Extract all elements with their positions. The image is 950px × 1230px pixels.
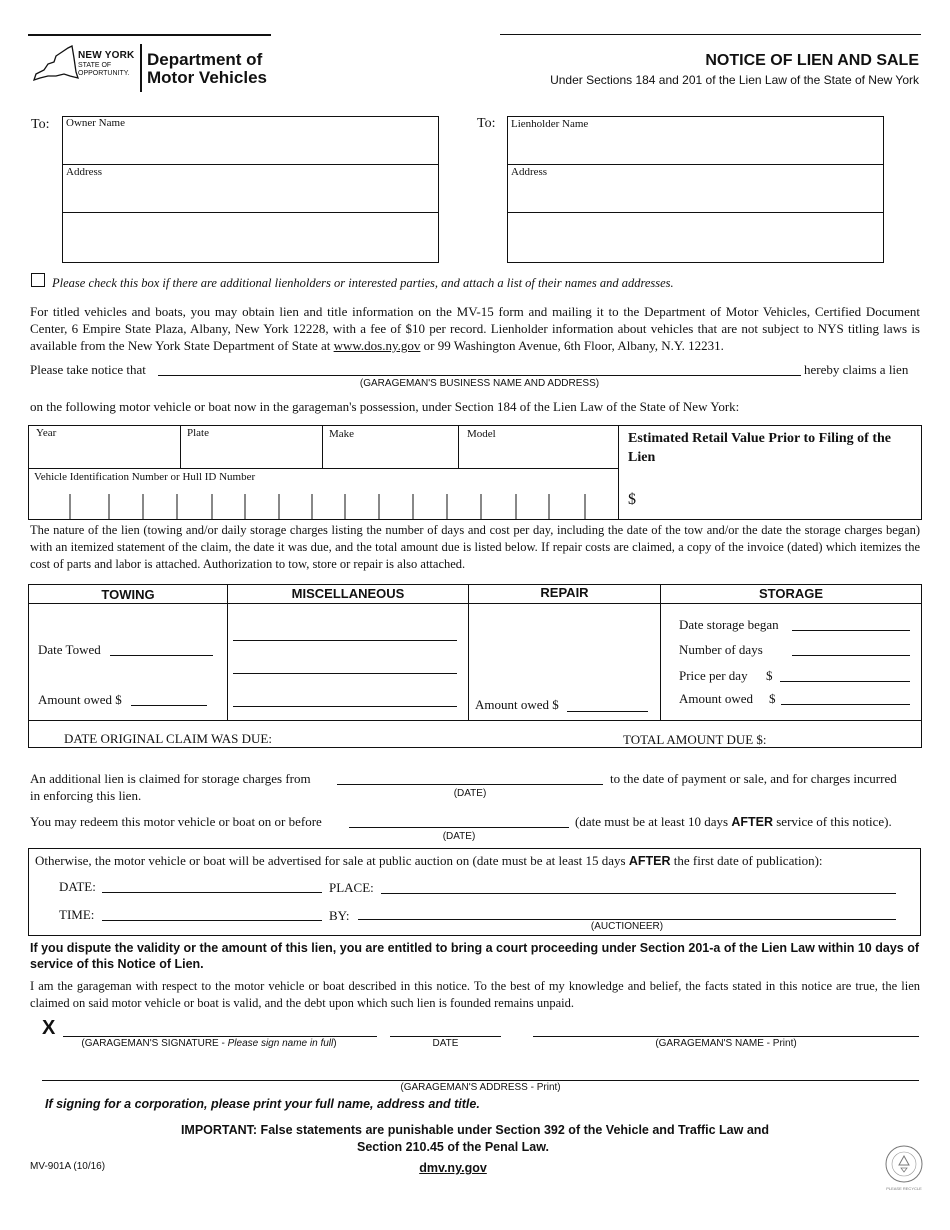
storage-amount-dollar: $ <box>769 691 776 706</box>
lienholder-address-field-2[interactable] <box>513 225 873 249</box>
vehicle-col-div-3 <box>458 426 459 468</box>
notice-following: on the following motor vehicle or boat now in the garageman's possession, under Section 184 of the Lien Law of the State of New York: <box>30 399 740 414</box>
recycle-text: PLEASE RECYCLE <box>886 1186 922 1191</box>
to-left-label: To: <box>31 117 50 132</box>
towing-amount-label: Amount owed $ <box>38 692 122 707</box>
auctioneer-caption: (AUCTIONEER) <box>590 921 664 932</box>
auction-date-field[interactable] <box>102 878 322 893</box>
storage-header: STORAGE <box>758 586 824 601</box>
charges-col-div-2 <box>468 585 469 720</box>
storage-began-label: Date storage began <box>679 617 779 632</box>
info-paragraph <box>30 303 920 354</box>
num-days-label: Number of days <box>679 642 763 657</box>
owner-name-field[interactable] <box>68 136 428 158</box>
lienholder-divider-1 <box>508 164 883 165</box>
redeem-suffix-b: service of this notice). <box>776 814 892 829</box>
owner-address-label: Address <box>66 166 103 178</box>
page-title: NOTICE OF LIEN AND SALE <box>705 52 919 69</box>
lienholder-divider-2 <box>508 212 883 213</box>
garageman-address-caption: (GARAGEMAN'S ADDRESS - Print) <box>400 1082 561 1093</box>
repair-amount-field[interactable] <box>567 697 648 712</box>
auction-time-field[interactable] <box>102 906 322 921</box>
logo-divider <box>140 44 142 92</box>
date-due-label: DATE ORIGINAL CLAIM WAS DUE: <box>64 731 272 746</box>
page-subtitle: Under Sections 184 and 201 of the Lien Law of the State of New York <box>550 73 919 87</box>
auction-date-label: DATE: <box>59 879 96 894</box>
auction-by-label: BY: <box>329 908 350 923</box>
to-right-label: To: <box>477 116 496 131</box>
model-field[interactable] <box>465 444 613 464</box>
nature-paragraph: The nature of the lien (towing and/or daily storage charges listing the number of days and cost per day, including the date of the tow and/or the date the storage charges began) with an itemized statement of the claim, the date it was due, and the total amount due is listed below. If repair costs are claimed, a copy of the invoice (dated) which itemizes the cost of parts and labor is attached. Authorization to tow, store or repair is also attached. <box>30 523 920 571</box>
vin-label: Vehicle Identification Number or Hull ID Number <box>34 471 256 483</box>
auction-time-label: TIME: <box>59 907 95 922</box>
signature-line[interactable] <box>63 1036 377 1037</box>
additional-lien-text-c: in enforcing this lien. <box>30 788 142 803</box>
year-field[interactable] <box>36 444 174 464</box>
repair-amount-label: Amount owed $ <box>475 697 559 712</box>
charges-col-div-3 <box>660 585 661 720</box>
corp-note: If signing for a corporation, please print your full name, address and title. <box>45 1097 480 1111</box>
form-id: MV-901A (10/16) <box>30 1161 106 1172</box>
important-line1: IMPORTANT: False statements are punishable under Section 392 of the Vehicle and Traffic Law and <box>180 1123 770 1137</box>
dos-link[interactable]: www.dos.ny.gov <box>333 338 421 353</box>
storage-amount-label: Amount owed <box>679 691 754 706</box>
auction-place-field[interactable] <box>381 879 896 894</box>
estimated-value-field[interactable] <box>642 492 912 512</box>
garageman-name-caption: (GARAGEMAN'S NAME - Print) <box>655 1038 797 1049</box>
redeem-suffix <box>575 814 892 830</box>
total-due-field[interactable] <box>780 729 915 745</box>
auctioneer-field[interactable] <box>358 905 896 920</box>
towing-amount-field[interactable] <box>131 691 207 706</box>
redeem-suffix-a: (date must be at least 10 days <box>575 814 729 829</box>
info-text: For titled vehicles and boats, you may obtain lien and title information on the MV-15 form and mailing it to the Department of Motor Vehicles, Certified Document Center, 6 Empire State Plaza, Albany, New York 12228, with a fee of $10 per record. Lienholder information about vehicles that are not subject to NYS titling laws is available from the New York State Department of State at <box>30 304 920 353</box>
auction-text <box>35 853 823 869</box>
attest-paragraph: I am the garageman with respect to the motor vehicle or boat described in this notice. To the best of my knowledge and belief, the facts stated in this notice are true, the lien claimed on said motor vehicle or boat is valid, and the debt upon which such lien is founded remains unpaid. <box>30 979 920 1010</box>
signature-x: X <box>42 1017 56 1039</box>
vehicle-col-div-2 <box>322 426 323 468</box>
signature-caption-end: ) <box>333 1038 337 1049</box>
storage-began-field[interactable] <box>792 616 910 631</box>
website-link[interactable]: dmv.ny.gov <box>419 1161 487 1175</box>
ny-state-map-icon <box>30 42 80 84</box>
date-due-field[interactable] <box>292 729 592 745</box>
storage-amount-field[interactable] <box>781 690 910 705</box>
owner-address-field[interactable] <box>68 184 428 206</box>
vehicle-value-divider <box>618 426 619 519</box>
logo-state-text: STATE OF <box>78 62 112 69</box>
make-label: Make <box>329 428 355 440</box>
lienholder-address-label: Address <box>511 166 548 178</box>
charges-footer-divider <box>29 720 921 721</box>
auction-place-label: PLACE: <box>329 880 374 895</box>
year-label: Year <box>36 427 57 439</box>
signature-date-caption: DATE <box>432 1038 459 1049</box>
logo-ny-text: NEW YORK <box>78 50 135 61</box>
price-per-day-dollar: $ <box>766 668 773 683</box>
date-towed-label: Date Towed <box>38 642 101 657</box>
misc-header: MISCELLANEOUS <box>291 586 405 601</box>
owner-divider-1 <box>63 164 438 165</box>
price-per-day-label: Price per day <box>679 668 748 683</box>
vin-character-ticks <box>29 494 618 519</box>
owner-divider-2 <box>63 212 438 213</box>
price-per-day-field[interactable] <box>780 667 910 682</box>
garageman-name-field[interactable] <box>533 1022 919 1037</box>
model-label: Model <box>467 428 496 440</box>
estimated-value-dollar: $ <box>628 491 636 508</box>
date-towed-field[interactable] <box>110 641 213 656</box>
plate-label: Plate <box>187 427 209 439</box>
signature-date-field[interactable] <box>390 1022 501 1037</box>
redeem-prefix: You may redeem this motor vehicle or boat on or before <box>30 814 322 829</box>
top-rule <box>28 34 271 36</box>
additional-lien-date-caption: (DATE) <box>453 788 487 799</box>
vehicle-row-divider <box>29 468 618 469</box>
recycle-icon <box>884 1144 924 1184</box>
dept-line1: Department of <box>147 50 263 69</box>
total-due-label: TOTAL AMOUNT DUE $: <box>623 732 767 747</box>
lienholder-address-field[interactable] <box>513 184 873 206</box>
additional-lien-date-field[interactable] <box>337 770 603 785</box>
signature-caption-a: (GARAGEMAN'S SIGNATURE - <box>81 1038 228 1049</box>
repair-header: REPAIR <box>540 585 589 600</box>
redeem-after: AFTER <box>731 815 773 829</box>
additional-lien-text-b: to the date of payment or sale, and for charges incurred <box>610 771 897 786</box>
owner-name-label: Owner Name <box>66 117 125 129</box>
lienholder-name-label: Lienholder Name <box>511 118 589 130</box>
garageman-business-field[interactable] <box>158 361 801 376</box>
redeem-date-caption: (DATE) <box>442 831 476 842</box>
important-line2: Section 210.45 of the Penal Law. <box>357 1140 549 1154</box>
signature-caption <box>63 1038 355 1049</box>
logo-opportunity-text: OPPORTUNITY. <box>78 70 130 77</box>
garageman-business-caption: (GARAGEMAN'S BUSINESS NAME AND ADDRESS) <box>359 378 600 389</box>
additional-parties-checkbox[interactable] <box>31 273 45 287</box>
signature-caption-italic: Please sign name in full <box>227 1038 334 1049</box>
auction-after: AFTER <box>628 854 671 868</box>
charges-col-div-1 <box>227 585 228 720</box>
misc-line-2[interactable] <box>233 659 457 674</box>
additional-parties-note: Please check this box if there are additional lienholders or interested parties, and attach a list of their names and addresses. <box>52 276 674 290</box>
additional-lien-text-a: An additional lien is claimed for storage charges from <box>30 771 311 786</box>
notice-prefix: Please take notice that <box>30 362 146 377</box>
lienholder-name-field[interactable] <box>513 136 873 158</box>
top-rule-right <box>500 34 921 35</box>
auction-text-b: the first date of publication): <box>673 853 823 868</box>
misc-line-1[interactable] <box>233 626 457 641</box>
garageman-address-field[interactable] <box>42 1066 919 1081</box>
num-days-field[interactable] <box>792 641 910 656</box>
charges-table <box>28 584 922 748</box>
owner-address-field-2[interactable] <box>68 225 428 249</box>
redeem-date-field[interactable] <box>349 813 569 828</box>
auction-text-a: Otherwise, the motor vehicle or boat will be advertised for sale at public auction on (date must be at least 15 days <box>35 853 626 868</box>
charges-header-divider <box>29 603 921 604</box>
towing-header: TOWING <box>101 587 155 602</box>
misc-line-3[interactable] <box>233 692 457 707</box>
dept-line2: Motor Vehicles <box>147 68 267 87</box>
make-field[interactable] <box>329 444 453 464</box>
plate-field[interactable] <box>187 444 317 464</box>
info-tail: or 99 Washington Avenue, 6th Floor, Albany, N.Y. 12231. <box>423 338 724 353</box>
dispute-text: If you dispute the validity or the amount of this lien, you are entitled to bring a court proceeding under Section 201-a of the Lien Law within 10 days of service of this Notice of Lien. <box>30 941 919 971</box>
estimated-value-label: Estimated Retail Value Prior to Filing of the Lien <box>628 431 891 465</box>
vehicle-col-div-1 <box>180 426 181 468</box>
notice-suffix: hereby claims a lien <box>804 362 909 377</box>
